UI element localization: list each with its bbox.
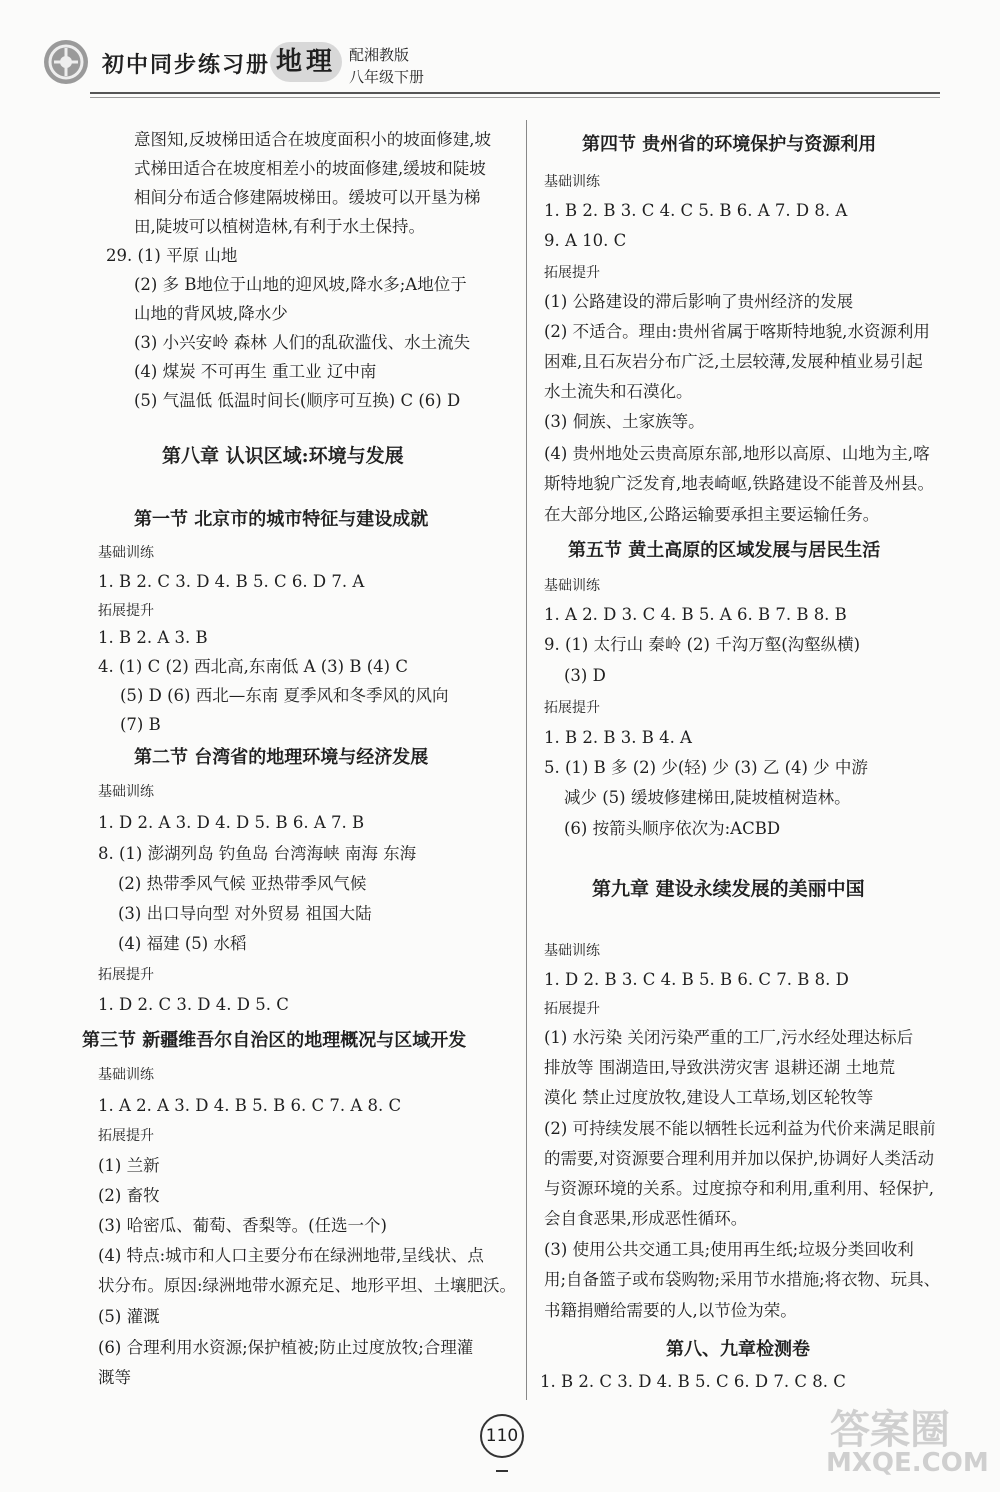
answer-line: 1. A 2. D 3. C 4. B 5. A 6. B 7. B 8. B (544, 605, 847, 624)
answer-line: 1. B 2. B 3. B 4. A (544, 728, 692, 747)
answer-line: 排放等 围湖造田,导致洪涝灾害 退耕还湖 土地荒 (544, 1058, 895, 1077)
globe-stand-icon (496, 1456, 508, 1472)
header-rule (90, 92, 940, 94)
chapter-heading: 第九章 建设永续发展的美丽中国 (592, 878, 865, 900)
answer-line: 9. A 10. C (544, 231, 627, 250)
answer-line: (4) 煤炭 不可再生 重工业 辽中南 (134, 362, 377, 381)
answer-line: 困难,且石灰岩分布广泛,土层较薄,发展种植业易引起 (544, 352, 923, 371)
answer-line: (2) 多 B地位于山地的迎风坡,降水多;A地位于 (134, 275, 467, 294)
exercise-label: 拓展提升 (544, 265, 600, 281)
answer-line: 1. B 2. C 3. D 4. B 5. C 6. D 7. A (98, 572, 365, 591)
subject-badge: 地理 (270, 42, 342, 82)
answer-line: 书籍捐赠给需要的人,以节俭为荣。 (544, 1301, 797, 1320)
answer-line: 意图知,反坡梯田适合在坡度面积小的坡面修建,坡 (134, 130, 491, 149)
answer-line: 水土流失和石漠化。 (544, 382, 693, 401)
answer-line: 9. (1) 太行山 秦岭 (2) 千沟万壑(沟壑纵横) (544, 635, 861, 654)
answer-line: (5) 灌溉 (98, 1307, 160, 1326)
exercise-label: 基础训练 (98, 545, 154, 561)
answer-line: (1) 水污染 关闭污染严重的工厂,污水经处理达标后 (544, 1028, 914, 1047)
answer-line: (4) 特点:城市和人口主要分布在绿洲地带,呈线状、点 (98, 1246, 484, 1265)
exercise-label: 基础训练 (544, 174, 600, 190)
section-heading: 第二节 台湾省的地理环境与经济发展 (134, 747, 429, 768)
section-heading: 第三节 新疆维吾尔自治区的地理概况与区域开发 (82, 1030, 467, 1051)
column-divider (526, 120, 527, 1400)
answer-line: (3) 哈密瓜、葡萄、香梨等。(任选一个) (98, 1216, 387, 1235)
answer-line: 相间分布适合修建隔坡梯田。缓坡可以开垦为梯 (134, 188, 481, 207)
answer-line: 山地的背风坡,降水少 (134, 304, 288, 323)
exercise-label: 拓展提升 (544, 700, 600, 716)
header-rule-thin (90, 97, 940, 98)
page-header (0, 0, 1000, 110)
section-heading: 第八、九章检测卷 (666, 1339, 810, 1360)
exercise-label: 基础训练 (98, 1067, 154, 1083)
exercise-label: 基础训练 (544, 578, 600, 594)
answer-line: (2) 畜牧 (98, 1186, 160, 1205)
answer-line: 与资源环境的关系。过度掠夺和利用,重利用、轻保护, (544, 1179, 934, 1198)
answer-line: 用;自备篮子或布袋购物;采用节水措施;将衣物、玩具、 (544, 1270, 941, 1289)
answer-line: 会自食恶果,形成恶性循环。 (544, 1209, 748, 1228)
answer-line: (1) 兰新 (98, 1156, 160, 1175)
watermark-logo: 答案圈 (830, 1407, 950, 1453)
answer-line: 溉等 (98, 1368, 131, 1387)
answer-line: 1. B 2. B 3. C 4. C 5. B 6. A 7. D 8. A (544, 201, 848, 220)
answer-line: 田,陡坡可以植树造林,有利于水土保持。 (134, 217, 425, 236)
exercise-label: 拓展提升 (544, 1001, 600, 1017)
answer-line: 漠化 禁止过度放牧,建设人工草场,划区轮牧等 (544, 1088, 874, 1107)
answer-line: 状分布。原因:绿洲地带水源充足、地形平坦、土壤肥沃。 (98, 1276, 517, 1295)
grade-label: 八年级下册 (349, 68, 425, 86)
answer-line: 1. B 2. C 3. D 4. B 5. C 6. D 7. C 8. C (540, 1372, 846, 1391)
answer-line: 5. (1) B 多 (2) 少(轻) 少 (3) 乙 (4) 少 中游 (544, 758, 868, 777)
exercise-label: 拓展提升 (98, 1128, 154, 1144)
answer-line: (5) 气温低 低温时间长(顺序可互换) C (6) D (134, 391, 461, 410)
answer-line: (4) 贵州地处云贵高原东部,地形以高原、山地为主,喀 (544, 444, 930, 463)
watermark-url: MXQE.COM (826, 1448, 989, 1478)
page-number: 110 (480, 1414, 524, 1458)
answer-line: 1. B 2. A 3. B (98, 628, 208, 647)
chapter-heading: 第八章 认识区域:环境与发展 (162, 445, 404, 467)
answer-line: (3) 侗族、土家族等。 (544, 412, 705, 431)
answer-line: (7) B (120, 715, 161, 734)
answer-line: (6) 合理利用水资源;保护植被;防止过度放牧;合理灌 (98, 1338, 474, 1357)
answer-line: 4. (1) C (2) 西北高,东南低 A (3) B (4) C (98, 657, 408, 676)
answer-line: 1. D 2. C 3. D 4. D 5. C (98, 995, 289, 1014)
answer-line: 斯特地貌广泛发育,地表崎岖,铁路建设不能普及州县。 (544, 474, 934, 493)
exercise-label: 基础训练 (544, 943, 600, 959)
answer-line: 式梯田适合在坡度相差小的坡面修建,缓坡和陡坡 (134, 159, 486, 178)
answer-line: 29. (1) 平原 山地 (106, 246, 238, 265)
answer-line: (2) 可持续发展不能以牺牲长远利益为代价来满足眼前 (544, 1119, 936, 1138)
exercise-label: 拓展提升 (98, 967, 154, 983)
globe-logo-icon (42, 38, 90, 86)
answer-line: 减少 (5) 缓坡修建梯田,陡坡植树造林。 (564, 788, 851, 807)
exercise-label: 拓展提升 (98, 603, 154, 619)
section-heading: 第五节 黄土高原的区域发展与居民生活 (568, 540, 881, 561)
answer-line: (1) 公路建设的滞后影响了贵州经济的发展 (544, 292, 854, 311)
section-heading: 第一节 北京市的城市特征与建设成就 (134, 509, 429, 530)
section-heading: 第四节 贵州省的环境保护与资源利用 (582, 134, 877, 155)
edition-label: 配湘教版 (349, 46, 410, 64)
answer-line: 1. D 2. A 3. D 4. D 5. B 6. A 7. B (98, 813, 365, 832)
answer-line: (2) 热带季风气候 亚热带季风气候 (118, 874, 367, 893)
answer-line: (3) D (564, 666, 606, 685)
answer-line: (6) 按箭头顺序依次为:ACBD (564, 819, 781, 838)
answer-line: (4) 福建 (5) 水稻 (118, 934, 247, 953)
answer-line: 在大部分地区,公路运输要承担主要运输任务。 (544, 505, 880, 524)
answer-line: (2) 不适合。理由:贵州省属于喀斯特地貌,水资源利用 (544, 322, 930, 341)
answer-line: (3) 使用公共交通工具;使用再生纸;垃圾分类回收利 (544, 1240, 914, 1259)
answer-line: (5) D (6) 西北—东南 夏季风和冬季风的风向 (120, 686, 449, 705)
answer-line: 的需要,对资源要合理利用并加以保护,协调好人类活动 (544, 1149, 934, 1168)
book-title: 初中同步练习册 (102, 52, 271, 78)
answer-line: 1. A 2. A 3. D 4. B 5. B 6. C 7. A 8. C (98, 1096, 402, 1115)
exercise-label: 基础训练 (98, 784, 154, 800)
answer-line: (3) 出口导向型 对外贸易 祖国大陆 (118, 904, 372, 923)
answer-line: (3) 小兴安岭 森林 人们的乱砍滥伐、水土流失 (134, 333, 471, 352)
answer-line: 8. (1) 澎湖列岛 钓鱼岛 台湾海峡 南海 东海 (98, 844, 417, 863)
answer-line: 1. D 2. B 3. C 4. B 5. B 6. C 7. B 8. D (544, 970, 849, 989)
